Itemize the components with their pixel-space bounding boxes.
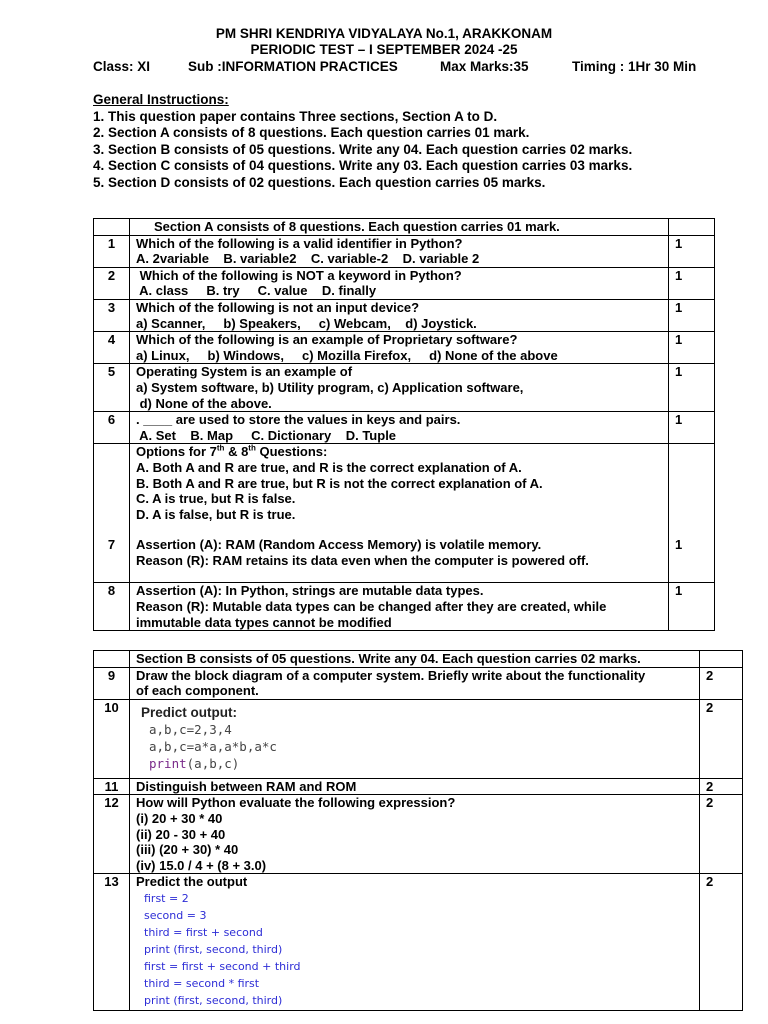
instruction-item: 4. Section C consists of 04 questions. Write any 03. Each question carries 03 marks. <box>93 158 633 173</box>
question-row <box>94 332 715 364</box>
timing-label: Timing : 1Hr 30 Min <box>572 59 697 74</box>
question-text: Distinguish between RAM and ROM <box>130 778 700 795</box>
question-marks: 2 <box>700 778 743 795</box>
question-text: Which of the following is not an input device? a) Scanner, b) Speakers, c) Webcam, d) Joystick. <box>130 299 669 331</box>
question-marks: 2 <box>700 699 743 778</box>
school-name: PM SHRI KENDRIYA VIDYALAYA No.1, ARAKKONAM <box>215 26 553 41</box>
question-number: 9 <box>94 667 130 699</box>
question-number: 5 <box>94 364 130 412</box>
question-text: Which of the following is an example of Proprietary software? a) Linux, b) Windows, c) Mozilla Firefox, d) None of the above <box>130 332 669 364</box>
question-row <box>94 412 715 444</box>
question-number: 11 <box>94 778 130 795</box>
code-snippet <box>130 699 700 778</box>
instruction-item: 5. Section D consists of 02 questions. Each question carries 05 marks. <box>93 174 546 190</box>
question-number: 10 <box>94 699 130 778</box>
question-number: 1 <box>94 235 130 267</box>
question-row <box>94 778 743 795</box>
question-number: 3 <box>94 299 130 331</box>
question-row <box>94 699 743 778</box>
test-title: PERIODIC TEST – I SEPTEMBER 2024 -25 <box>250 42 518 57</box>
question-row <box>94 267 715 299</box>
code-line: print(a,b,c) <box>149 755 240 771</box>
option-item: A. Both A and R are true, and R is the correct explanation of A. <box>136 459 522 475</box>
code-snippet <box>136 890 693 1009</box>
question-text: . ____ are used to store the values in keys and pairs. A. Set B. Map C. Dictionary D. Tuple <box>130 412 669 444</box>
expression-item: (ii) 20 - 30 + 40 <box>136 826 226 842</box>
instruction-item: 2. Section A consists of 8 questions. Each question carries 01 mark. <box>93 125 530 140</box>
code-line: a,b,c=a*a,a*b,a*c <box>149 738 277 754</box>
code-line: third = second * first <box>144 976 260 990</box>
question-number: 8 <box>94 583 130 631</box>
question-row <box>94 795 743 874</box>
question-text: How will Python evaluate the following expression? (i) 20 + 30 * 40 (ii) 20 - 30 + 40 (iii) (20 + 30) * 40 (iv) 15.0 / 4 + (8 + 3.0) <box>130 795 700 874</box>
question-marks: 2 <box>700 874 743 1011</box>
instruction-item: 1. This question paper contains Three sections, Section A to D. <box>93 108 498 124</box>
instructions-title: General Instructions: <box>93 92 229 107</box>
code-line: first = 2 <box>144 891 189 905</box>
reason: Reason (R): Mutable data types can be changed after they are created, while <box>136 598 607 614</box>
general-instructions <box>93 92 632 191</box>
assertion: Assertion (A): In Python, strings are mutable data types. <box>136 583 484 599</box>
section-a-table <box>93 218 715 631</box>
question-marks: 2 <box>700 667 743 699</box>
question-text: Predict the output first = 2 second = 3 third = first + second print (first, second, third) first = first + second + third third = second * first print (first, second, third) <box>130 874 700 1011</box>
instruction-item: 3. Section B consists of 05 questions. Write any 04. Each question carries 02 marks. <box>93 141 633 157</box>
question-number: 12 <box>94 795 130 874</box>
question-row <box>94 364 715 412</box>
class-label: Class: XI <box>93 59 151 74</box>
question-marks: 1 <box>669 332 715 364</box>
question-text: Draw the block diagram of a computer system. Briefly write about the functionality of each component. <box>130 667 700 699</box>
question-row <box>94 444 715 583</box>
code-line: print (first, second, third) <box>144 993 283 1007</box>
question-marks: 1 <box>669 444 715 583</box>
code-line: a,b,c=2,3,4 <box>149 721 232 737</box>
question-row <box>94 874 743 1011</box>
question-marks: 1 <box>669 299 715 331</box>
section-a-heading: Section A consists of 8 questions. Each question carries 01 mark. <box>130 219 669 236</box>
code-line: second = 3 <box>144 908 207 922</box>
reason: Reason (R): RAM retains its data even when the computer is powered off. <box>136 552 589 568</box>
question-marks: 1 <box>669 267 715 299</box>
question-number: 7 <box>94 444 130 583</box>
question-number: 4 <box>94 332 130 364</box>
question-text: Which of the following is a valid identifier in Python? A. 2variable B. variable2 C. variable-2 D. variable 2 <box>130 235 669 267</box>
question-row <box>94 583 715 631</box>
question-marks: 1 <box>669 364 715 412</box>
option-item: D. A is false, but R is true. <box>136 506 296 522</box>
max-marks-label: Max Marks:35 <box>440 59 529 74</box>
code-line: third = first + second <box>144 925 263 939</box>
assertion: Assertion (A): RAM (Random Access Memory) is volatile memory. <box>136 537 542 553</box>
question-marks: 1 <box>669 412 715 444</box>
option-item: C. A is true, but R is false. <box>136 491 296 507</box>
question-number: 2 <box>94 267 130 299</box>
predict-output-title: Predict output: <box>141 704 237 720</box>
expression-item: (iii) (20 + 30) * 40 <box>136 842 239 858</box>
question-text <box>130 444 669 583</box>
question-marks: 1 <box>669 583 715 631</box>
expression-item: (iv) 15.0 / 4 + (8 + 3.0) <box>136 857 267 873</box>
section-b-heading: Section B consists of 05 questions. Write any 04. Each question carries 02 marks. <box>130 651 700 668</box>
option-item: B. Both A and R are true, but R is not the correct explanation of A. <box>136 475 543 491</box>
subject-label: Sub :INFORMATION PRACTICES <box>188 59 398 74</box>
question-marks: 2 <box>700 795 743 874</box>
question-text: Operating System is an example of a) System software, b) Utility program, c) Application software, d) None of the above. <box>130 364 669 412</box>
question-number: 13 <box>94 874 130 1011</box>
question-text: Assertion (A): In Python, strings are mutable data types. Reason (R): Mutable data types can be changed after they are created, while immutable data types cannot be modified <box>130 583 669 631</box>
options-intro: Options for 7th & 8th Questions: <box>136 443 328 460</box>
question-row <box>94 299 715 331</box>
section-b-table <box>93 650 743 1011</box>
code-line: print (first, second, third) <box>144 942 283 956</box>
question-row <box>94 235 715 267</box>
question-number: 6 <box>94 412 130 444</box>
question-marks: 1 <box>669 235 715 267</box>
question-text: Which of the following is NOT a keyword in Python? A. class B. try C. value D. finally <box>130 267 669 299</box>
code-line: first = first + second + third <box>144 959 301 973</box>
question-row <box>94 667 743 699</box>
expression-item: (i) 20 + 30 * 40 <box>136 810 223 826</box>
